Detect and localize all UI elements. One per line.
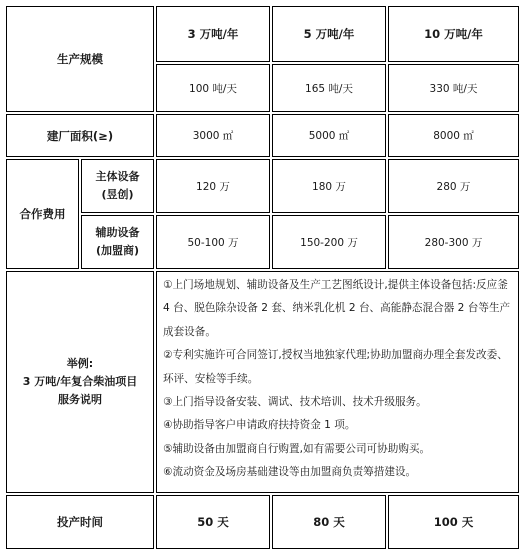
main-equipment-cost: 280 万	[388, 159, 519, 213]
area-cell: 8000 ㎡	[388, 114, 519, 157]
cost-label: 合作费用	[6, 159, 79, 269]
aux-equipment-line1: 辅助设备	[95, 226, 140, 239]
service-item: ⑥流动资金及场房基础建设等由加盟商负责筹措建设。	[163, 466, 417, 479]
table-row	[6, 114, 519, 157]
aux-equipment-cost: 50-100 万	[156, 215, 270, 269]
area-cell: 3000 ㎡	[156, 114, 270, 157]
area-label: 建厂面积(≥)	[6, 114, 154, 157]
main-equipment-line1: 主体设备	[95, 170, 140, 183]
table-row	[6, 271, 519, 493]
aux-equipment-cost: 280-300 万	[388, 215, 519, 269]
example-label	[6, 271, 154, 493]
capacity-cell: 10 万吨/年	[388, 6, 519, 62]
production-time-cell: 50 天	[156, 495, 270, 549]
service-item: ③上门指导设备安装、调试、技术培训、技术升级服务。	[163, 396, 427, 409]
service-item: ②专利实施许可合同签订,授权当地独家代理;协助加盟商办理全套发改委、环评、安检等手续。	[163, 349, 508, 385]
table-row	[6, 159, 519, 213]
main-equipment-line2: (昱创)	[101, 188, 134, 201]
service-item: ⑤辅助设备由加盟商自行购置,如有需要公司可协助购买。	[163, 442, 431, 455]
main-equipment-cost: 180 万	[272, 159, 386, 213]
daily-output-cell: 330 吨/天	[388, 64, 519, 112]
aux-equipment-cost: 150-200 万	[272, 215, 386, 269]
table-row	[6, 495, 519, 549]
production-time-cell: 80 天	[272, 495, 386, 549]
aux-equipment-label	[81, 215, 154, 269]
production-time-label: 投产时间	[6, 495, 154, 549]
service-notes	[156, 271, 519, 493]
capacity-cell: 3 万吨/年	[156, 6, 270, 62]
example-label-line2: 3 万吨/年复合柴油项目	[22, 375, 138, 388]
example-label-line3: 服务说明	[58, 393, 102, 406]
production-time-cell: 100 天	[388, 495, 519, 549]
table-row	[6, 215, 519, 269]
daily-output-cell: 165 吨/天	[272, 64, 386, 112]
service-item: ④协助指导客户申请政府扶持资金 1 项。	[163, 419, 356, 432]
main-equipment-cost: 120 万	[156, 159, 270, 213]
main-equipment-label	[81, 159, 154, 213]
table-row	[6, 6, 519, 62]
service-item: ①上门场地规划、辅助设备及生产工艺图纸设计,提供主体设备包括:反应釜 4 台、脱色除杂设备 2 套、纳米乳化机 2 台、高能静态混合器 2 台等生产成套设备。	[163, 279, 511, 338]
franchise-table	[4, 4, 521, 551]
area-cell: 5000 ㎡	[272, 114, 386, 157]
aux-equipment-line2: (加盟商)	[95, 244, 140, 257]
production-scale-label: 生产规模	[6, 6, 154, 112]
capacity-cell: 5 万吨/年	[272, 6, 386, 62]
example-label-line1: 举例:	[66, 357, 94, 370]
daily-output-cell: 100 吨/天	[156, 64, 270, 112]
